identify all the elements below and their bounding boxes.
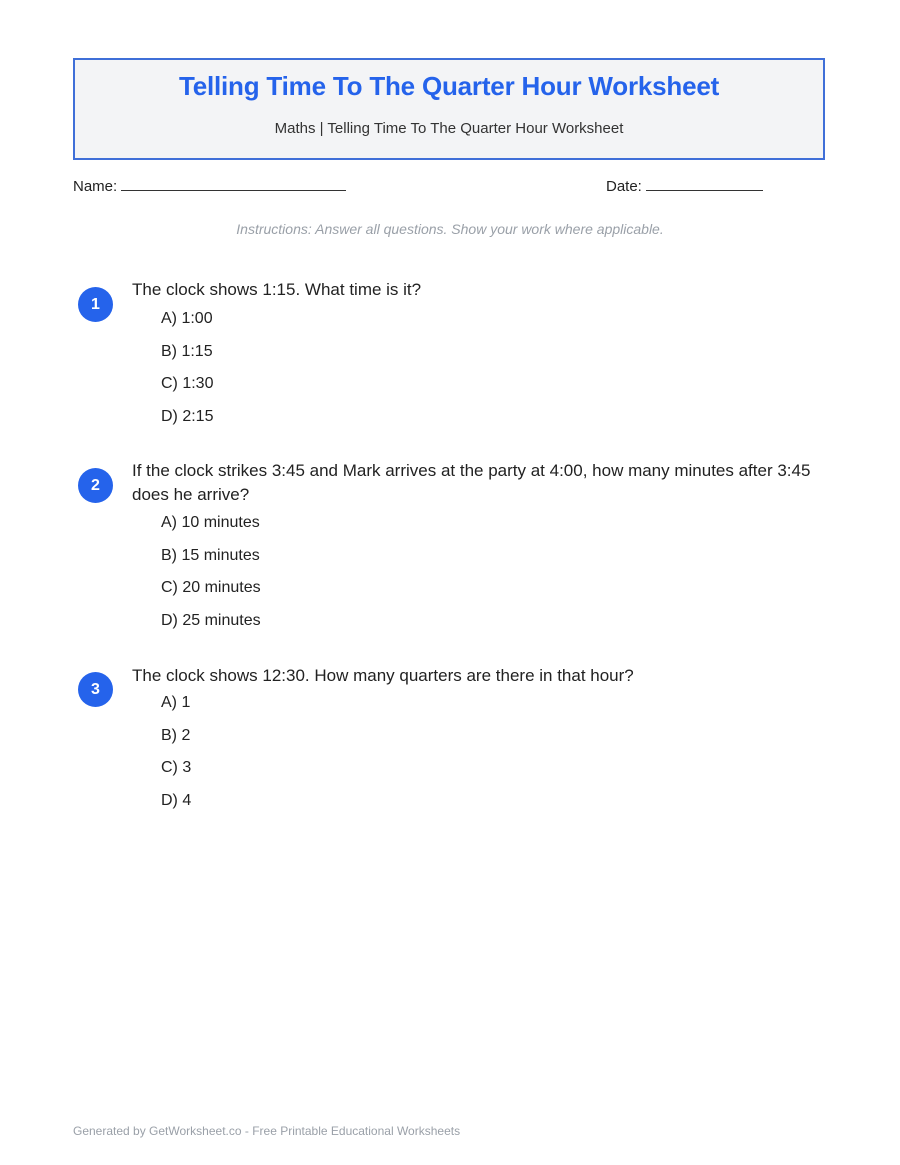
answer-option: C) 1:30: [161, 375, 214, 392]
worksheet-subtitle: Maths | Telling Time To The Quarter Hour Worksheet: [274, 120, 624, 137]
date-blank-line: [646, 176, 763, 191]
answer-option: C) 20 minutes: [161, 579, 261, 596]
name-field: [73, 176, 346, 195]
question-text: The clock shows 1:15. What time is it?: [132, 280, 422, 299]
instructions-text: Instructions: Answer all questions. Show your work where applicable.: [236, 221, 664, 237]
answer-option: B) 1:15: [161, 342, 213, 360]
answer-option: A) 1:00: [161, 310, 213, 327]
answer-option: D) 25 minutes: [161, 611, 261, 629]
worksheet-header: [73, 58, 825, 160]
question-text: If the clock strikes 3:45 and Mark arrives at the party at 4:00, how many minutes after 3:45 does he arrive?: [132, 461, 811, 504]
date-label: Date:: [606, 178, 642, 195]
answer-option: D) 2:15: [161, 407, 214, 425]
page-footer: Generated by GetWorksheet.co - Free Printable Educational Worksheets: [73, 1124, 461, 1138]
answer-options: [161, 692, 191, 822]
answer-option: C) 3: [161, 759, 192, 776]
answer-options: [161, 512, 261, 642]
name-blank-line: [121, 176, 346, 191]
question-text: The clock shows 12:30. How many quarters are there in that hour?: [132, 666, 634, 685]
answer-option: A) 1: [161, 694, 191, 711]
question-number-badge: 1: [78, 287, 113, 322]
answer-option: A) 10 minutes: [161, 514, 260, 531]
question-number-badge: 2: [78, 468, 113, 503]
worksheet-title: Telling Time To The Quarter Hour Worksheet: [178, 71, 720, 101]
date-field: [606, 176, 763, 195]
question-number-badge: 3: [78, 672, 113, 707]
answer-options: [161, 308, 213, 438]
answer-option: D) 4: [161, 791, 192, 809]
name-label: Name:: [73, 178, 118, 195]
answer-option: B) 15 minutes: [161, 546, 260, 564]
answer-option: B) 2: [161, 726, 191, 744]
